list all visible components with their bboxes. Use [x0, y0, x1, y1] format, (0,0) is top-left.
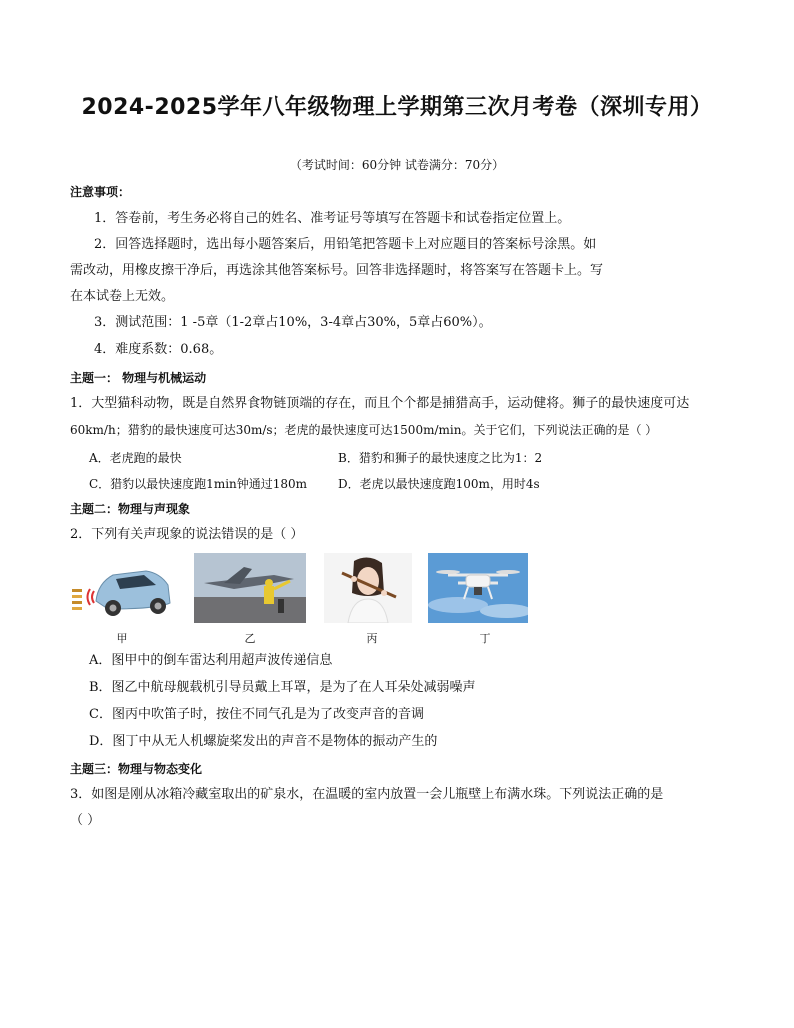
question-1-line-1: 1．大型猫科动物，既是自然界食物链顶端的存在，而且个个都是捕猎高手，运动健将。狮子的最快速度可达: [70, 396, 690, 411]
caption-ding: 丁: [479, 632, 491, 645]
notice-item-3: 3．测试范围：1 -5章（1-2章占10%，3-4章占30%，5章占60%）。: [94, 315, 492, 330]
figure-jia-car-radar: [68, 553, 175, 623]
q1-option-c: C．猎豹以最快速度跑1min钟通过180m: [89, 477, 308, 491]
notice-item-2-line-1: 2．回答选择题时，选出每小题答案后，用铅笔把答题卡上对应题目的答案标号涂黑。如: [94, 237, 597, 252]
q1-option-d: D．老虎以最快速度跑100m，用时4s: [338, 477, 540, 491]
question-3-line-2: （ ）: [70, 813, 101, 828]
notice-item-2-line-3: 在本试卷上无效。: [70, 289, 175, 304]
caption-yi: 乙: [244, 632, 256, 645]
page-title: 2024-2025学年八年级物理上学期第三次月考卷（深圳专用）: [81, 95, 713, 120]
q2-option-b: B．图乙中航母舰载机引导员戴上耳罩，是为了在人耳朵处减弱噪声: [89, 680, 476, 695]
notice-item-2-line-2: 需改动，用橡皮擦干净后，再选涂其他答案标号。回答非选择题时，将答案写在答题卡上。写: [70, 263, 604, 278]
exam-info: （考试时间：60分钟 试卷满分：70分）: [289, 158, 505, 172]
caption-jia: 甲: [116, 632, 128, 645]
q2-option-a: A．图甲中的倒车雷达利用超声波传递信息: [89, 653, 333, 668]
q1-option-a: A．老虎跑的最快: [89, 451, 182, 465]
caption-bing: 丙: [366, 632, 378, 645]
q2-option-c: C．图丙中吹笛子时，按住不同气孔是为了改变声音的音调: [89, 707, 424, 722]
q1-option-b: B．猎豹和狮子的最快速度之比为1：2: [338, 451, 543, 465]
topic-3-heading: 主题三：物理与物态变化: [70, 762, 203, 776]
topic-2-heading: 主题二：物理与声现象: [70, 502, 191, 516]
figure-yi-carrier: [194, 553, 306, 623]
figure-bing-flute: [324, 553, 412, 623]
notice-heading: 注意事项：: [70, 185, 131, 199]
figure-ding-drone: [428, 553, 528, 623]
notice-item-1: 1．答卷前，考生务必将自己的姓名、准考证号等填写在答题卡和试卷指定位置上。: [94, 211, 571, 226]
q2-option-d: D．图丁中从无人机螺旋桨发出的声音不是物体的振动产生的: [89, 734, 438, 749]
question-3-line-1: 3．如图是刚从冰箱冷藏室取出的矿泉水，在温暖的室内放置一会儿瓶壁上布满水珠。下列说法正确的是: [70, 787, 664, 802]
topic-1-heading: 主题一： 物理与机械运动: [70, 371, 207, 385]
question-1-line-2: 60km/h；猎豹的最快速度可达30m/s；老虎的最快速度可达1500m/min。关于它们，下列说法正确的是（ ）: [70, 423, 658, 437]
question-2: 2．下列有关声现象的说法错误的是（ ）: [70, 527, 304, 542]
notice-item-4: 4．难度系数：0.68。: [94, 342, 223, 357]
